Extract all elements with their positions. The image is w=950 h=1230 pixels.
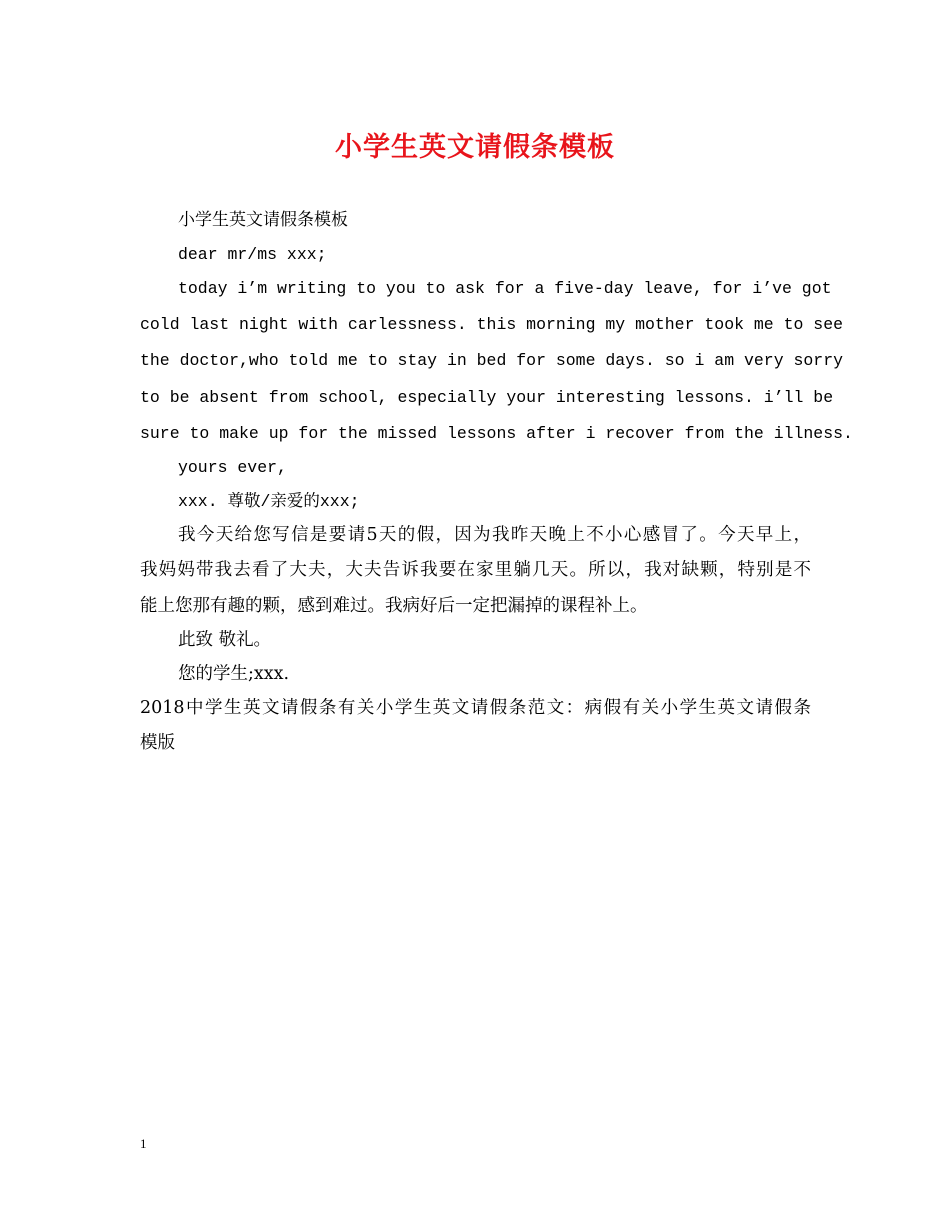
page-number: 1 [140, 1136, 147, 1151]
related-line: 模版 [140, 733, 175, 753]
letter-body-line: cold last night with carlessness. this morning my mother took me to see [140, 315, 844, 334]
letter-body-line: today i’m writing to you to ask for a five-day leave, for i’ve got [178, 279, 832, 298]
cn-body-line: 我今天给您写信是要请5天的假，因为我昨天晚上不小心感冒了。今天早上， [178, 525, 811, 545]
letter-signature-cn-greeting: xxx. 尊敬/亲爱的xxx; [178, 492, 360, 511]
cn-body-line: 我妈妈带我去看了大夫，大夫告诉我要在家里躺几天。所以，我对缺颗，特别是不 [140, 560, 811, 580]
letter-body-line: sure to make up for the missed lessons after i recover from the illness. [140, 424, 853, 443]
related-line: 2018中学生英文请假条有关小学生英文请假条范文：病假有关小学生英文请假条 [140, 698, 811, 718]
cn-body-line: 能上您那有趣的颗，感到难过。我病好后一定把漏掉的课程补上。 [140, 596, 648, 616]
document-subtitle: 小学生英文请假条模板 [178, 210, 348, 230]
letter-body-line: the doctor,who told me to stay in bed for some days. so i am very sorry [140, 351, 844, 370]
cn-closing: 此致 敬礼。 [178, 630, 272, 650]
letter-closing: yours ever, [178, 458, 287, 477]
letter-greeting: dear mr/ms xxx; [178, 245, 327, 264]
cn-signature: 您的学生;xxx. [178, 664, 290, 684]
document-title: 小学生英文请假条模板 [335, 132, 615, 163]
letter-body-line: to be absent from school, especially your interesting lessons. i’ll be [140, 388, 834, 407]
